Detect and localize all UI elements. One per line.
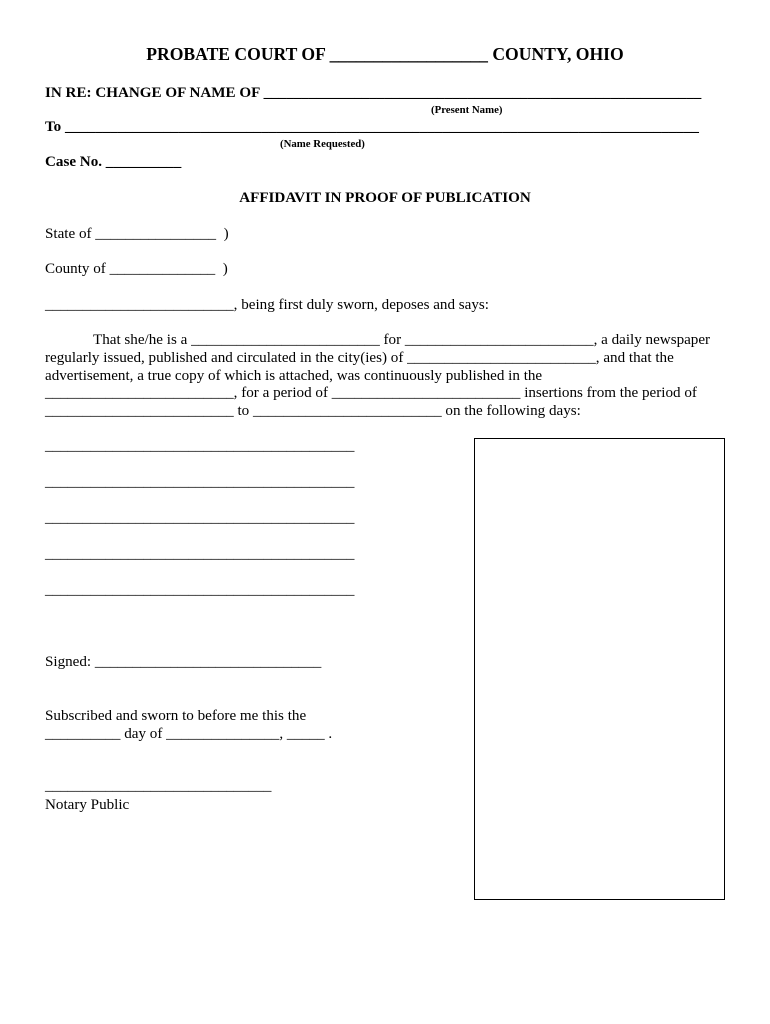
publication-days-list: [45, 428, 354, 608]
present-name-caption: (Present Name): [431, 104, 503, 117]
publication-day-blank: _________________________________________: [45, 474, 355, 491]
notary-public-label: Notary Public: [45, 797, 130, 813]
affidavit-paragraph: [45, 332, 710, 421]
paragraph-line: advertisement, a true copy of which is attached, was continuously published in the: [45, 367, 543, 384]
sworn-line: _________________________, being first duly sworn, deposes and says:: [45, 297, 489, 313]
publication-day-blank: _________________________________________: [45, 582, 355, 599]
publication-day-blank: _________________________________________: [45, 510, 355, 527]
name-requested-caption: (Name Requested): [280, 138, 365, 151]
affidavit-heading: AFFIDAVIT IN PROOF OF PUBLICATION: [239, 190, 531, 206]
court-title: PROBATE COURT OF __________________ COUNTY, OHIO: [146, 44, 624, 65]
paragraph-line: _________________________ to _________________________ on the following days:: [45, 403, 581, 419]
subscribed-line: Subscribed and sworn to before me this the: [45, 708, 307, 724]
to-line: To ____________________________________________________________________________________: [45, 119, 699, 135]
county-line: County of ______________ ): [45, 261, 228, 277]
paragraph-line: regularly issued, published and circulated in the city(ies) of _________________________, and that the: [45, 349, 674, 366]
paragraph-line: That she/he is a _________________________ for _________________________, a daily newspaper: [93, 332, 711, 348]
state-line: State of ________________ ): [45, 226, 229, 242]
notary-signature-rule: ______________________________: [45, 778, 272, 794]
advertisement-clipping-box: [474, 438, 725, 900]
signed-line: Signed: ______________________________: [45, 654, 322, 670]
jurat-date-line: __________ day of _______________, _____ .: [45, 726, 333, 742]
case-number-line: Case No. __________: [45, 154, 182, 170]
paragraph-line: _________________________, for a period of _________________________ insertions from the period of: [45, 385, 697, 402]
publication-day-blank: _________________________________________: [45, 438, 355, 455]
publication-day-blank: _________________________________________: [45, 546, 355, 563]
in-re-line: IN RE: CHANGE OF NAME OF __________________________________________________________: [45, 85, 702, 101]
